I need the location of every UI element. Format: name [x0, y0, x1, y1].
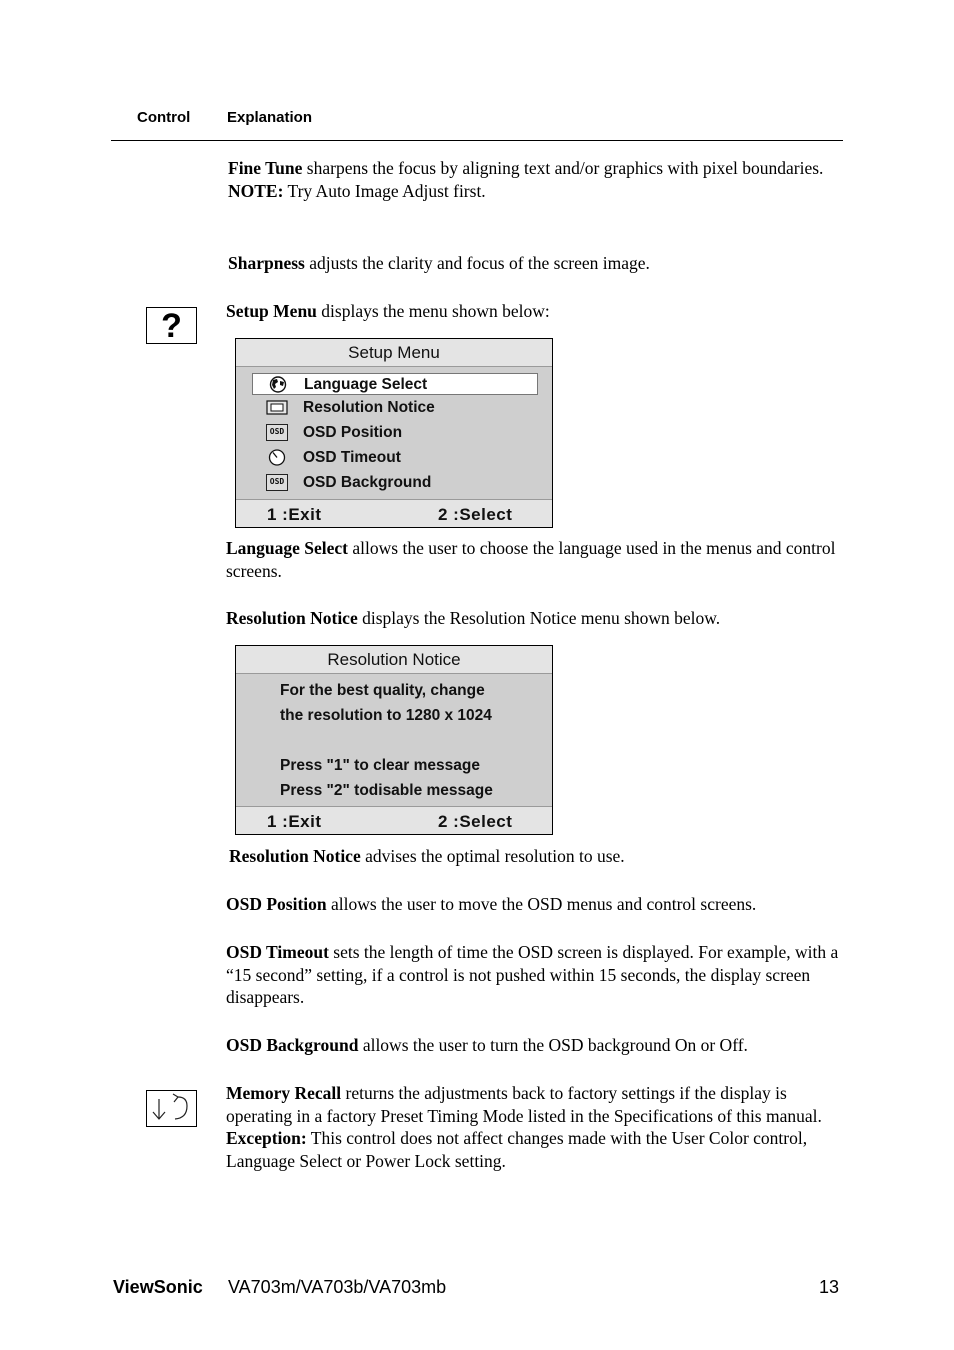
resolution-advise-text: advises the optimal resolution to use.: [360, 846, 625, 866]
language-select-term: Language Select: [226, 538, 349, 558]
fine-tune-text: sharpens the focus by aligning text and/or graphics with pixel boundaries.: [302, 158, 824, 178]
resolution-notice-paragraph: [226, 607, 841, 630]
fine-tune-paragraph: [228, 157, 843, 202]
note-label: NOTE:: [228, 180, 284, 201]
resolution-message-line-1: For the best quality, change: [280, 682, 485, 699]
setup-menu-text: displays the menu shown below:: [316, 301, 550, 321]
memory-recall-paragraph: [226, 1082, 841, 1172]
osd-background-paragraph: [226, 1034, 841, 1057]
clock-icon: [266, 449, 288, 466]
osd-timeout-term: OSD Timeout: [226, 942, 329, 962]
fine-tune-term: Fine Tune: [228, 158, 303, 178]
resolution-notice-osd-footer: [236, 806, 552, 834]
note-text: Try Auto Image Adjust first.: [283, 180, 486, 201]
memory-recall-text: returns the adjustments back to factory settings if the display is operating in a factory Preset Timing Mode listed in the Specifications of this manual.: [226, 1083, 822, 1126]
sharpness-paragraph: [228, 252, 843, 275]
memory-recall-term: Memory Recall: [226, 1083, 342, 1103]
header-divider: [111, 140, 843, 141]
osd-position-text: allows the user to move the OSD menus and control screens.: [326, 894, 757, 914]
resolution-message-line-4: Press "2" todisable message: [280, 782, 493, 799]
select-hint: 2 :Select: [438, 812, 513, 831]
setup-menu-term: Setup Menu: [226, 301, 317, 321]
resolution-notice-osd: [235, 645, 553, 835]
resolution-notice-osd-title: Resolution Notice: [236, 646, 552, 674]
menu-item-language-select[interactable]: Language Select: [252, 373, 538, 395]
exception-label: Exception:: [226, 1128, 307, 1148]
resolution-message-line-2: the resolution to 1280 x 1024: [280, 707, 492, 724]
resolution-advise-paragraph: [229, 845, 844, 868]
osd-timeout-text: sets the length of time the OSD screen is displayed. For example, with a “15 second” setting, if a control is not pushed within 15 seconds, the display screen disappears.: [226, 942, 839, 1007]
resolution-notice-text: displays the Resolution Notice menu shown below.: [357, 608, 721, 628]
page-number: 13: [819, 1277, 840, 1297]
exit-hint: 1 :Exit: [267, 812, 322, 831]
osd-timeout-paragraph: [226, 941, 841, 1009]
menu-item-osd-position[interactable]: OSD OSD Position: [252, 422, 538, 444]
header-control: Control: [137, 109, 191, 126]
footer-brand: ViewSonic: [113, 1277, 203, 1297]
resolution-message-line-3: Press "1" to clear message: [280, 757, 480, 774]
language-select-paragraph: [226, 537, 841, 582]
memory-recall-icon: [146, 1090, 197, 1127]
select-hint: 2 :Select: [438, 505, 513, 524]
header-explanation: Explanation: [227, 109, 313, 126]
menu-item-resolution-notice[interactable]: Resolution Notice: [252, 397, 538, 419]
setup-menu-osd: [235, 338, 553, 528]
osd-position-paragraph: [226, 893, 841, 916]
menu-item-osd-background[interactable]: OSD OSD Background: [252, 472, 538, 494]
osd-position-icon: OSD: [266, 424, 288, 441]
osd-background-text: allows the user to turn the OSD background On or Off.: [358, 1035, 748, 1055]
setup-menu-osd-title: Setup Menu: [236, 339, 552, 367]
setup-menu-paragraph: [226, 300, 841, 323]
setup-menu-osd-footer: [236, 499, 552, 527]
exit-hint: 1 :Exit: [267, 505, 322, 524]
footer-model: VA703m/VA703b/VA703mb: [228, 1277, 447, 1297]
osd-background-icon: OSD: [266, 474, 288, 491]
resolution-notice-term: Resolution Notice: [226, 608, 358, 628]
osd-background-term: OSD Background: [226, 1035, 359, 1055]
sharpness-text: adjusts the clarity and focus of the screen image.: [304, 253, 650, 273]
exception-text: This control does not affect changes made with the User Color control, Language Select or Power Lock setting.: [226, 1128, 808, 1171]
sharpness-term: Sharpness: [228, 253, 305, 273]
language-select-text: allows the user to choose the language used in the menus and control screens.: [226, 538, 836, 581]
monitor-icon: [266, 399, 288, 416]
question-mark-icon: ?: [146, 307, 197, 344]
globe-icon: [267, 376, 289, 393]
menu-item-osd-timeout[interactable]: OSD Timeout: [252, 447, 538, 469]
osd-position-term: OSD Position: [226, 894, 327, 914]
resolution-advise-term: Resolution Notice: [229, 846, 361, 866]
